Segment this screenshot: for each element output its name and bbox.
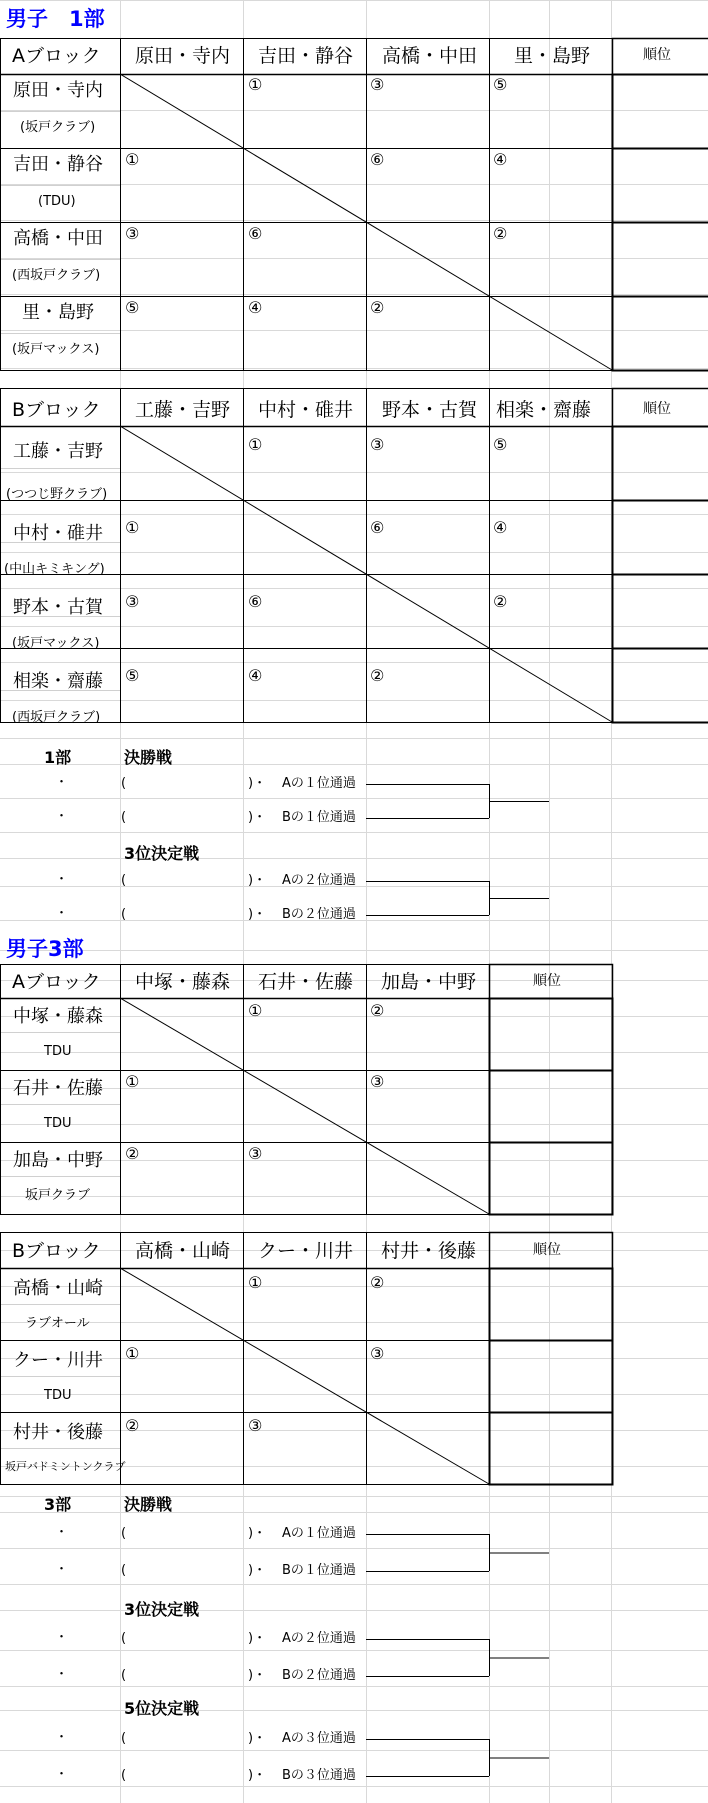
block-a-label: Aブロック	[12, 45, 101, 67]
bracket-entry: Aの３位通過	[282, 1731, 356, 1746]
col-header: 里・島野	[514, 45, 591, 67]
rank-header: 順位	[643, 401, 671, 417]
player-name: 吉田・静谷	[13, 154, 103, 175]
entry-close-paren: )・	[248, 1768, 267, 1783]
player-club: (西坂戸クラブ)	[12, 268, 101, 283]
player-name: クー・川井	[13, 1350, 103, 1371]
division-label: 1部	[44, 748, 72, 767]
match-number: ⑤	[493, 75, 508, 94]
col-header: 村井・後藤	[381, 1240, 477, 1262]
col-header: クー・川井	[258, 1240, 354, 1262]
diagonal-line	[120, 998, 489, 1214]
match-number: ③	[125, 224, 140, 243]
match-number: ①	[125, 150, 140, 169]
player-name: 加島・中野	[13, 1150, 103, 1171]
col-header: 相楽・齋藤	[496, 399, 592, 421]
entry-dot: ・	[55, 1630, 69, 1645]
bracket-entry: Bの１位通過	[282, 1563, 356, 1578]
match-number: ③	[370, 1072, 385, 1091]
player-name: 中村・碓井	[13, 523, 103, 544]
entry-close-paren: )・	[248, 873, 267, 888]
entry-dot: ・	[55, 1562, 69, 1577]
player-name: 中塚・藤森	[13, 1006, 103, 1027]
entry-close-paren: )・	[248, 776, 267, 791]
match-number: ③	[370, 75, 385, 94]
rank-box	[490, 1341, 613, 1413]
entry-open-paren: (	[121, 873, 127, 888]
player-club: TDU	[44, 1388, 72, 1403]
col-header: 中塚・藤森	[135, 971, 231, 993]
player-name: 里・島野	[22, 302, 94, 323]
match-number: ②	[125, 1144, 140, 1163]
rank-box	[613, 223, 708, 297]
match-number: ④	[493, 518, 508, 537]
player-club: TDU	[44, 1044, 72, 1059]
match-number: ①	[125, 518, 140, 537]
match-number: ④	[493, 150, 508, 169]
third-place-title: 3位決定戦	[124, 844, 200, 863]
rank-box	[613, 575, 708, 649]
entry-close-paren: )・	[248, 1731, 267, 1746]
match-number: ③	[370, 1344, 385, 1363]
block-a-label: Aブロック	[12, 971, 101, 993]
match-number: ⑥	[248, 224, 263, 243]
match-number: ②	[370, 1001, 385, 1020]
match-number: ③	[370, 435, 385, 454]
rank-header: 順位	[643, 47, 671, 63]
bracket-entry: Aの１位通過	[282, 1526, 356, 1541]
rank-box	[613, 297, 708, 371]
player-club: (坂戸クラブ)	[20, 120, 96, 135]
col-header: 石井・佐藤	[258, 971, 354, 993]
match-number: ②	[370, 1273, 385, 1292]
bracket-entry: Bの３位通過	[282, 1768, 356, 1783]
entry-close-paren: )・	[248, 1563, 267, 1578]
rank-box	[490, 1071, 613, 1143]
third-place-title: 3位決定戦	[124, 1600, 200, 1619]
player-name: 野本・古賀	[13, 597, 103, 618]
entry-dot: ・	[55, 809, 69, 824]
player-club: (TDU)	[38, 194, 76, 209]
col-header: 工藤・吉野	[135, 399, 231, 421]
player-name: 原田・寺内	[13, 80, 103, 101]
rank-box	[490, 999, 613, 1071]
rank-box	[613, 427, 708, 501]
match-number: ⑤	[125, 666, 140, 685]
rank-header: 順位	[533, 1242, 561, 1258]
player-club: ラブオール	[25, 1316, 90, 1331]
player-name: 相楽・齋藤	[13, 671, 103, 692]
bracket-entry: Bの２位通過	[282, 907, 356, 922]
bracket-entry: Bの１位通過	[282, 810, 356, 825]
match-number: ③	[248, 1416, 263, 1435]
bracket-entry: Aの２位通過	[282, 873, 356, 888]
entry-open-paren: (	[121, 776, 127, 791]
entry-close-paren: )・	[248, 1668, 267, 1683]
match-number: ⑤	[125, 298, 140, 317]
match-number: ⑤	[493, 435, 508, 454]
section-title-men-1: 男子 1部	[6, 7, 105, 31]
bracket-entry: Aの２位通過	[282, 1631, 356, 1646]
player-name: 工藤・吉野	[13, 441, 103, 462]
match-number: ①	[248, 1273, 263, 1292]
diagonal-line	[120, 1268, 489, 1484]
match-number: ⑥	[370, 150, 385, 169]
entry-dot: ・	[55, 1667, 69, 1682]
entry-open-paren: (	[121, 1631, 127, 1646]
rank-box	[490, 1269, 613, 1341]
entry-close-paren: )・	[248, 810, 267, 825]
match-number: ⑥	[248, 592, 263, 611]
player-club: 坂戸バドミントンクラブ	[5, 1460, 126, 1473]
col-header: 高橋・中田	[382, 45, 478, 67]
player-club: (坂戸マックス)	[12, 636, 100, 651]
rank-header: 順位	[533, 973, 561, 989]
bracket-entry: Bの２位通過	[282, 1668, 356, 1683]
match-number: ①	[248, 1001, 263, 1020]
rank-box	[490, 1413, 613, 1485]
final-title: 決勝戦	[124, 748, 173, 767]
player-club: (西坂戸クラブ)	[12, 710, 101, 725]
match-number: ④	[248, 666, 263, 685]
entry-open-paren: (	[121, 1668, 127, 1683]
player-club: (坂戸マックス)	[12, 342, 100, 357]
player-name: 村井・後藤	[13, 1422, 103, 1443]
player-club: 坂戸クラブ	[25, 1188, 91, 1203]
match-number: ④	[248, 298, 263, 317]
col-header: 加島・中野	[381, 971, 477, 993]
bracket-entry: Aの１位通過	[282, 776, 356, 791]
player-club: (中山キミキング)	[4, 562, 105, 577]
col-header: 原田・寺内	[135, 45, 231, 67]
match-number: ②	[493, 224, 508, 243]
player-name: 高橋・山崎	[13, 1278, 103, 1299]
entry-open-paren: (	[121, 810, 127, 825]
col-header: 中村・碓井	[258, 399, 354, 421]
rank-box	[490, 1143, 613, 1215]
entry-close-paren: )・	[248, 1631, 267, 1646]
entry-dot: ・	[55, 1525, 69, 1540]
match-number: ③	[248, 1144, 263, 1163]
match-number: ②	[493, 592, 508, 611]
col-header: 野本・古賀	[382, 399, 478, 421]
entry-open-paren: (	[121, 1731, 127, 1746]
match-number: ⑥	[370, 518, 385, 537]
match-number: ②	[125, 1416, 140, 1435]
rank-box	[613, 649, 708, 723]
entry-dot: ・	[55, 1767, 69, 1782]
entry-open-paren: (	[121, 1563, 127, 1578]
entry-open-paren: (	[121, 1526, 127, 1541]
section-title-men-3: 男子3部	[6, 937, 84, 961]
entry-dot: ・	[55, 872, 69, 887]
col-header: 吉田・静谷	[258, 45, 354, 67]
fifth-place-title: 5位決定戦	[124, 1699, 200, 1718]
match-number: ①	[248, 435, 263, 454]
rank-box	[613, 149, 708, 223]
player-name: 石井・佐藤	[13, 1078, 103, 1099]
entry-dot: ・	[55, 775, 69, 790]
entry-close-paren: )・	[248, 1526, 267, 1541]
player-club: (つつじ野クラブ)	[6, 487, 108, 502]
match-number: ③	[125, 592, 140, 611]
entry-open-paren: (	[121, 1768, 127, 1783]
rank-box	[613, 501, 708, 575]
entry-dot: ・	[55, 906, 69, 921]
match-number: ②	[370, 666, 385, 685]
division-label: 3部	[44, 1495, 72, 1514]
block-b-label: Bブロック	[12, 1240, 101, 1262]
final-title: 決勝戦	[124, 1495, 173, 1514]
col-header: 高橋・山崎	[135, 1240, 231, 1262]
entry-open-paren: (	[121, 907, 127, 922]
entry-close-paren: )・	[248, 907, 267, 922]
entry-dot: ・	[55, 1730, 69, 1745]
match-number: ①	[125, 1072, 140, 1091]
block-b-label: Bブロック	[12, 399, 101, 421]
player-club: TDU	[44, 1116, 72, 1131]
match-number: ①	[248, 75, 263, 94]
player-name: 高橋・中田	[13, 228, 103, 249]
match-number: ①	[125, 1344, 140, 1363]
rank-box	[613, 75, 708, 149]
match-number: ②	[370, 298, 385, 317]
